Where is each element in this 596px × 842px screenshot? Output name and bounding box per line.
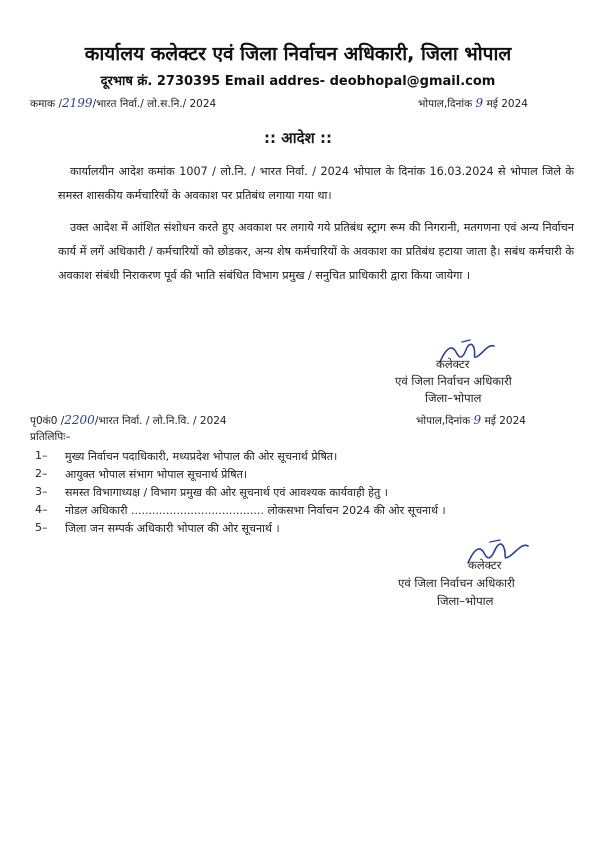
handwritten-endorsement-number: 2200 xyxy=(64,413,95,427)
list-item-text: जिला जन सम्पर्क अधिकारी भोपाल की ओर सूचनार्थ । xyxy=(65,522,280,535)
office-title: कार्यालय कलेक्टर एवं जिला निर्वाचन अधिकारी, जिला भोपाल xyxy=(84,43,512,65)
copy-label: प्रतिलिपिः– xyxy=(30,431,71,443)
handwritten-endorsement-day: 9 xyxy=(473,413,482,427)
signature-2-district: जिला–भोपाल xyxy=(437,594,494,608)
list-item-text: मुख्य निर्वाचन पदाधिकारी, मध्यप्रदेश भोपाल की ओर सूचनार्थ प्रेषित। xyxy=(65,450,338,463)
list-item-number: 5– xyxy=(35,521,48,534)
order-heading: :: आदेश :: xyxy=(264,129,332,147)
paragraph-2-text: उक्त आदेश में आंशित संशोधन करते हुए अवकाश पर लगाये गये प्रतिबंध स्ट्राग रूम की निगरानी, मतगणना एवं अन्य निर्वाचन कार्य में लगें अधिकारी / कर्मचारियों को छोडकर, अन्य शेष कर्मचारियों के अवकाश का प्रतिबंध हटाया जाता है। सबंध कर्मचारी के अवकाश संबंधी निराकरण पूर्व की भाति संबंधित विभाग प्रमुख / सनुचित प्राधिकारी द्वारा किया जायेगा । xyxy=(58,221,574,282)
paragraph-1-text: कार्यालयीन आदेश कमांक 1007 / लो.नि. / भारत निर्वा. / 2024 भोपाल के दिनांक 16.03.2024 से भोपाल जिले के समस्त शासकीय कर्मचारियों के अवकाश पर प्रतिबंध लगाया गया था। xyxy=(58,165,574,202)
endorsement-date-prefix: भोपाल,दिनांक xyxy=(416,415,471,427)
signature-1-district: जिला–भोपाल xyxy=(425,391,482,405)
endorsement-number xyxy=(30,413,227,428)
list-item-text: समस्त विभागाध्यक्ष / विभाग प्रमुख की ओर सूचनार्थ एवं आवश्यक कार्यवाही हेतु । xyxy=(65,486,388,499)
signature-2-title: कलेक्टर xyxy=(468,558,502,572)
list-item-number: 4– xyxy=(35,503,48,516)
endorsement-suffix: /भारत निर्वा. / लो.नि.वि. / 2024 xyxy=(94,415,227,427)
list-item-number: 3– xyxy=(35,485,48,498)
contact-line: दूरभाष क्रं. 2730395 Email addres- deobhopal@gmail.com xyxy=(100,74,496,89)
order-paragraph-2 xyxy=(58,216,574,288)
date-prefix: भोपाल,दिनांक xyxy=(418,98,473,110)
signature-1-title: कलेक्टर xyxy=(436,357,470,371)
endorsement-prefix: पृ0कं0 / xyxy=(30,415,65,427)
reference-number xyxy=(30,96,216,111)
reference-prefix: कमाक / xyxy=(30,98,63,110)
reference-suffix: /भारत निर्वा./ लो.स.नि./ 2024 xyxy=(92,98,217,110)
date-suffix: मई 2024 xyxy=(486,98,528,110)
handwritten-day: 9 xyxy=(475,96,484,110)
signature-1-designation: एवं जिला निर्वाचन अधिकारी xyxy=(395,374,512,388)
signature-2-designation: एवं जिला निर्वाचन अधिकारी xyxy=(398,576,515,590)
handwritten-number: 2199 xyxy=(62,96,93,110)
list-item-number: 2– xyxy=(35,467,48,480)
endorsement-date xyxy=(416,413,526,428)
endorsement-date-suffix: मई 2024 xyxy=(484,415,526,427)
order-paragraph-1 xyxy=(58,160,574,208)
list-item-number: 1– xyxy=(35,449,48,462)
reference-date xyxy=(418,96,528,111)
list-item-text: नोडल अधिकारी ...................................... लोकसभा निर्वाचन 2024 की ओर सूचनार्थ । xyxy=(65,504,446,517)
list-item-text: आयुक्त भोपाल संभाग भोपाल सूचनार्थ प्रेषित। xyxy=(65,468,248,481)
